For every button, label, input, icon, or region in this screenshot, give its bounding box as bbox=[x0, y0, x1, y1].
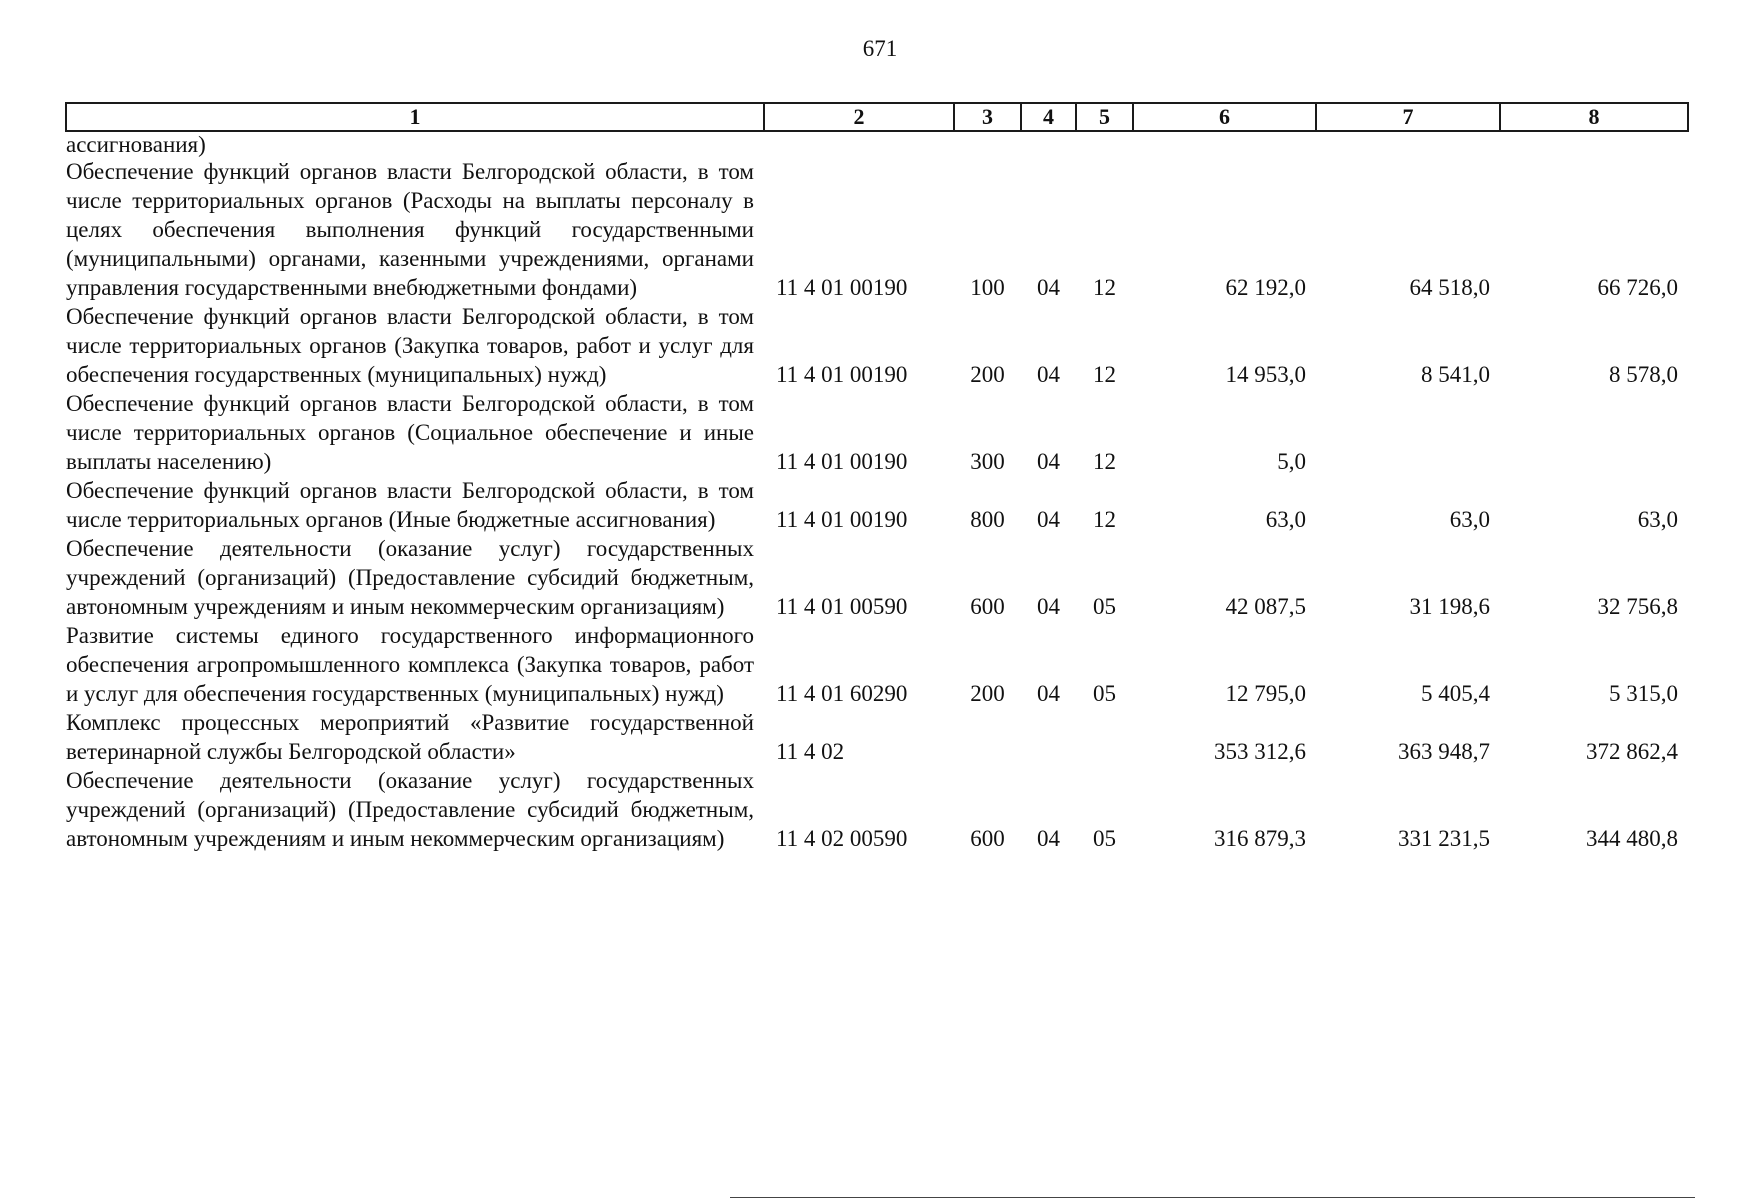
column-3-value: 600 bbox=[970, 594, 1005, 619]
column-6-amount: 353 312,6 bbox=[1214, 739, 1306, 764]
expense-code: 11 4 01 00190 bbox=[776, 275, 908, 300]
expense-name: Комплекс процессных мероприятий «Развитие государственной ветеринарной службы Белгородской области» bbox=[66, 710, 754, 764]
table-row bbox=[66, 157, 1688, 302]
column-8-amount bbox=[1500, 389, 1688, 476]
column-5-value: 05 bbox=[1093, 681, 1116, 706]
column-6-amount: 63,0 bbox=[1265, 507, 1306, 532]
page-number: 671 bbox=[862, 36, 898, 61]
expense-name: Развитие системы единого государственного информационного обеспечения агропромышленного комплекса (Закупка товаров, работ и услуг для обеспечения государственных (муниципальных) нужд) bbox=[66, 623, 754, 706]
column-header-row bbox=[66, 103, 1688, 131]
column-3-value bbox=[954, 708, 1021, 766]
column-4-value: 04 bbox=[1037, 507, 1060, 532]
column-5-value bbox=[1076, 708, 1133, 766]
column-header: 4 bbox=[1021, 103, 1076, 131]
column-3-value: 200 bbox=[970, 681, 1005, 706]
expense-name: Обеспечение деятельности (оказание услуг) государственных учреждений (организаций) (Предоставление субсидий бюджетным, автономным учреждениям и иным некоммерческим организациям) bbox=[66, 536, 754, 619]
column-7-amount: 64 518,0 bbox=[1409, 275, 1490, 300]
expense-code: 11 4 02 00590 bbox=[776, 826, 908, 851]
expense-code: 11 4 01 00190 bbox=[776, 362, 908, 387]
column-5-value: 12 bbox=[1093, 275, 1116, 300]
expense-name: Обеспечение функций органов власти Белгородской области, в том числе территориальных органов (Расходы на выплаты персоналу в целях обеспечения выполнения функций государственными (муниципальными) органами, казенными учреждениями, органами управления государственными внебюджетными фондами) bbox=[66, 159, 754, 300]
continuation-row bbox=[66, 131, 1688, 157]
column-5-value: 12 bbox=[1093, 507, 1116, 532]
expense-name: Обеспечение функций органов власти Белгородской области, в том числе территориальных органов (Закупка товаров, работ и услуг для обеспечения государственных (муниципальных) нужд) bbox=[66, 304, 754, 387]
expense-code: 11 4 02 bbox=[776, 739, 845, 764]
column-8-amount: 63,0 bbox=[1637, 507, 1678, 532]
column-7-amount: 331 231,5 bbox=[1398, 826, 1490, 851]
bottom-rule bbox=[730, 1197, 1695, 1198]
column-4-value bbox=[1021, 708, 1076, 766]
column-3-value: 200 bbox=[970, 362, 1005, 387]
column-5-value: 12 bbox=[1093, 362, 1116, 387]
column-3-value: 800 bbox=[970, 507, 1005, 532]
column-header: 5 bbox=[1076, 103, 1133, 131]
expense-code: 11 4 01 00190 bbox=[776, 449, 908, 474]
expense-name: Обеспечение функций органов власти Белгородской области, в том числе территориальных органов (Иные бюджетные ассигнования) bbox=[66, 478, 754, 532]
expense-name: Обеспечение деятельности (оказание услуг) государственных учреждений (организаций) (Предоставление субсидий бюджетным, автономным учреждениям и иным некоммерческим организациям) bbox=[66, 768, 754, 851]
column-5-value: 12 bbox=[1093, 449, 1116, 474]
column-5-value: 05 bbox=[1093, 594, 1116, 619]
table-row bbox=[66, 476, 1688, 534]
table-row bbox=[66, 534, 1688, 621]
column-7-amount: 31 198,6 bbox=[1409, 594, 1490, 619]
column-header: 8 bbox=[1500, 103, 1688, 131]
column-6-amount: 42 087,5 bbox=[1225, 594, 1306, 619]
column-8-amount: 5 315,0 bbox=[1609, 681, 1678, 706]
column-6-amount: 5,0 bbox=[1277, 449, 1306, 474]
expense-code: 11 4 01 60290 bbox=[776, 681, 908, 706]
column-header: 7 bbox=[1316, 103, 1500, 131]
budget-table bbox=[65, 102, 1689, 853]
continuation-text: ассигнования) bbox=[66, 132, 206, 157]
column-header: 2 bbox=[764, 103, 954, 131]
table-row bbox=[66, 302, 1688, 389]
column-3-value: 100 bbox=[970, 275, 1005, 300]
column-8-amount: 32 756,8 bbox=[1597, 594, 1678, 619]
column-7-amount: 8 541,0 bbox=[1421, 362, 1490, 387]
column-header: 6 bbox=[1133, 103, 1316, 131]
table-row bbox=[66, 766, 1688, 853]
column-6-amount: 316 879,3 bbox=[1214, 826, 1306, 851]
column-header: 3 bbox=[954, 103, 1021, 131]
column-6-amount: 12 795,0 bbox=[1225, 681, 1306, 706]
column-5-value: 05 bbox=[1093, 826, 1116, 851]
column-8-amount: 344 480,8 bbox=[1586, 826, 1678, 851]
column-4-value: 04 bbox=[1037, 362, 1060, 387]
column-4-value: 04 bbox=[1037, 449, 1060, 474]
column-4-value: 04 bbox=[1037, 594, 1060, 619]
column-7-amount: 363 948,7 bbox=[1398, 739, 1490, 764]
column-6-amount: 14 953,0 bbox=[1225, 362, 1306, 387]
expense-code: 11 4 01 00190 bbox=[776, 507, 908, 532]
column-4-value: 04 bbox=[1037, 275, 1060, 300]
column-7-amount: 5 405,4 bbox=[1421, 681, 1490, 706]
table-row bbox=[66, 708, 1688, 766]
column-3-value: 300 bbox=[970, 449, 1005, 474]
column-3-value: 600 bbox=[970, 826, 1005, 851]
column-8-amount: 66 726,0 bbox=[1597, 275, 1678, 300]
column-7-amount bbox=[1316, 389, 1500, 476]
column-6-amount: 62 192,0 bbox=[1225, 275, 1306, 300]
column-4-value: 04 bbox=[1037, 681, 1060, 706]
column-header: 1 bbox=[66, 103, 764, 131]
table-row bbox=[66, 621, 1688, 708]
table-row bbox=[66, 389, 1688, 476]
column-8-amount: 372 862,4 bbox=[1586, 739, 1678, 764]
column-7-amount: 63,0 bbox=[1449, 507, 1490, 532]
column-4-value: 04 bbox=[1037, 826, 1060, 851]
column-8-amount: 8 578,0 bbox=[1609, 362, 1678, 387]
expense-name: Обеспечение функций органов власти Белгородской области, в том числе территориальных органов (Социальное обеспечение и иные выплаты населению) bbox=[66, 391, 754, 474]
expense-code: 11 4 01 00590 bbox=[776, 594, 908, 619]
